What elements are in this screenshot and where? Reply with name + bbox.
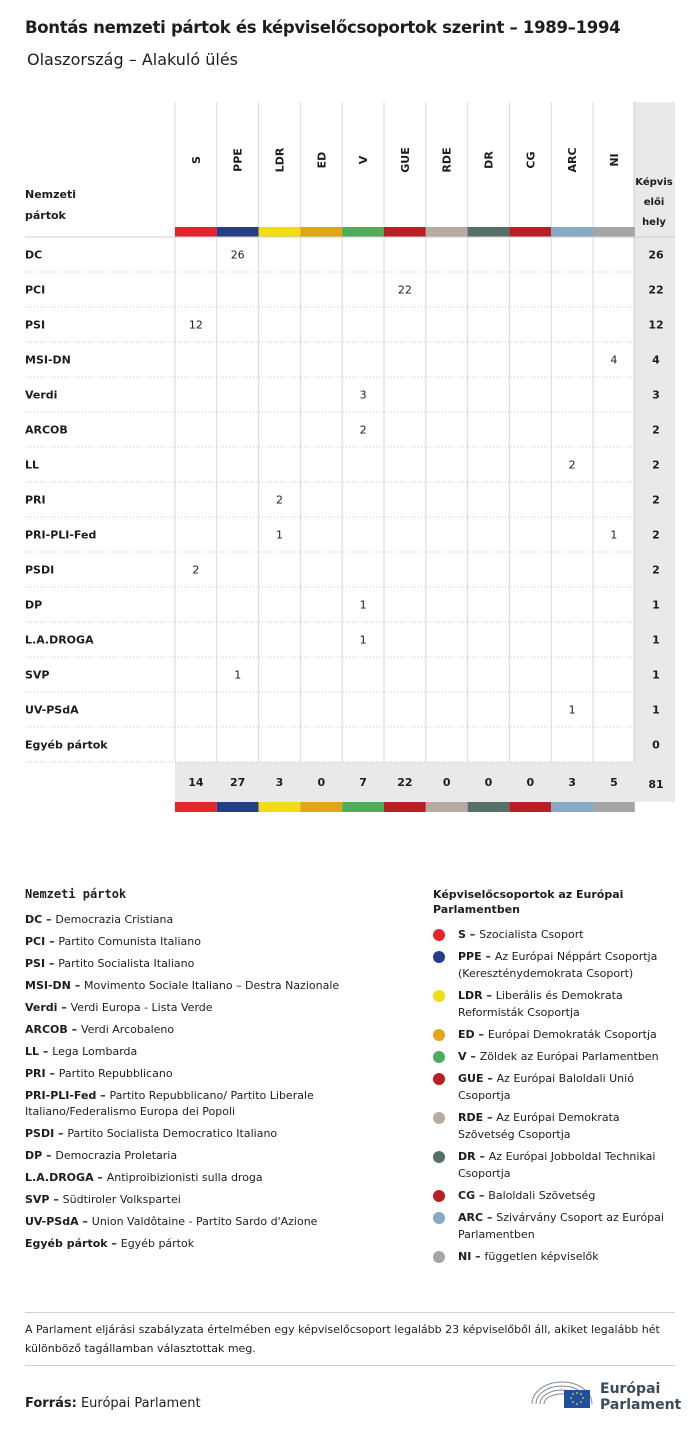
- table-row-total: 2: [652, 493, 660, 507]
- national-legend-name: Partito Repubblicano/ Partito Liberale Italiano/Federalismo Europa dei Popoli: [25, 1089, 314, 1118]
- national-legend-code: DP: [25, 1149, 43, 1162]
- total-header: elői: [643, 197, 665, 208]
- group-legend-item: [433, 1148, 678, 1182]
- separator: –: [45, 1067, 59, 1080]
- group-color-dot: [433, 929, 445, 941]
- separator: –: [42, 913, 56, 926]
- table-cell-value: 1: [610, 528, 618, 542]
- separator: –: [54, 1127, 68, 1140]
- group-legend-name: Az Európai Demokrata Szövetség Csoportja: [458, 1111, 620, 1141]
- national-legend-name: Partito Socialista Democratico Italiano: [67, 1127, 278, 1140]
- national-legend-item: [25, 934, 395, 950]
- group-color-dot: [433, 951, 445, 963]
- table-row-party: L.A.DROGA: [25, 633, 94, 647]
- national-legend-name: Union Valdôtaine - Partito Sardo d'Azione: [91, 1215, 318, 1228]
- table-row-total: 2: [652, 563, 660, 577]
- group-color-bar-bottom: [342, 802, 384, 812]
- group-legend-code: GUE: [458, 1072, 484, 1085]
- table-row-party: DP: [25, 598, 43, 612]
- group-legend-item: [433, 1187, 678, 1204]
- row-header-label: pártok: [25, 209, 66, 222]
- separator: –: [475, 1189, 489, 1202]
- table-row-party: PSI: [25, 318, 46, 332]
- table-row-party: PRI-PLI-Fed: [25, 528, 97, 542]
- group-color-bar-top: [259, 227, 301, 237]
- logo-line2: Parlament: [600, 1397, 682, 1413]
- separator: –: [471, 1250, 485, 1263]
- table-row-party: PCI: [25, 283, 46, 297]
- group-color-dot: [433, 1073, 445, 1085]
- group-legend-item: [433, 948, 678, 982]
- column-total: 22: [397, 776, 413, 789]
- group-legend-code: S: [458, 928, 466, 941]
- column-total: 5: [610, 776, 618, 789]
- group-legend-code: ED: [458, 1028, 475, 1041]
- national-legend-item: [25, 912, 395, 928]
- table-row-total: 1: [652, 598, 660, 612]
- separator: –: [45, 957, 59, 970]
- table-row-total: 1: [652, 633, 660, 647]
- logo-text: [600, 1381, 681, 1413]
- national-legend-item: [25, 1148, 395, 1164]
- national-legend-item: [25, 1022, 395, 1038]
- group-color-bar-top: [468, 227, 510, 237]
- separator: –: [93, 1171, 107, 1184]
- national-legend: [25, 912, 395, 1258]
- national-legend-name: Democrazia Proletaria: [55, 1149, 178, 1162]
- group-legend: [433, 926, 678, 1270]
- table-row-total: 4: [652, 353, 660, 367]
- group-color-bar-bottom: [593, 802, 635, 812]
- group-color-dot: [433, 1151, 445, 1163]
- national-legend-name: Verdi Arcobaleno: [80, 1023, 175, 1036]
- group-legend-name: Az Európai Baloldali Unió Csoportja: [458, 1072, 634, 1102]
- group-legend-name: Európai Demokraták Csoportja: [487, 1028, 657, 1041]
- national-legend-code: Verdi: [25, 1001, 58, 1014]
- group-legend-name: Szocialista Csoport: [479, 928, 584, 941]
- group-legend-item: [433, 1248, 678, 1265]
- group-legend-item: [433, 1048, 678, 1065]
- separator: –: [475, 1150, 489, 1163]
- national-legend-heading: Nemzeti pártok: [25, 887, 127, 901]
- group-color-bar-bottom: [509, 802, 551, 812]
- column-header-v: V: [357, 155, 371, 165]
- group-legend-name: Baloldali Szövetség: [488, 1189, 596, 1202]
- table-cell-value: 22: [397, 283, 412, 297]
- group-legend-item: [433, 1070, 678, 1104]
- separator: –: [483, 1111, 497, 1124]
- column-header-cg: CG: [524, 151, 538, 169]
- separator: –: [483, 1211, 497, 1224]
- row-header-label: Nemzeti: [25, 188, 77, 201]
- national-legend-item: [25, 1126, 395, 1142]
- table-row-party: PSDI: [25, 563, 55, 577]
- national-legend-item: [25, 1088, 395, 1120]
- national-legend-code: Egyéb pártok: [25, 1237, 108, 1250]
- national-legend-item: [25, 1214, 395, 1230]
- national-legend-code: LL: [25, 1045, 40, 1058]
- column-total: 0: [317, 776, 326, 789]
- national-legend-item: [25, 1066, 395, 1082]
- group-legend-name: Az Európai Néppárt Csoportja (Kereszténydemokrata Csoport): [458, 950, 658, 980]
- table-row-total: 22: [648, 283, 664, 297]
- group-color-dot: [433, 1112, 445, 1124]
- total-header: hely: [642, 217, 666, 228]
- source: [25, 1396, 201, 1411]
- separator: –: [67, 1023, 81, 1036]
- column-header-ldr: LDR: [273, 147, 287, 173]
- group-color-bar-bottom: [426, 802, 468, 812]
- column-header-rde: RDE: [440, 147, 454, 173]
- table-row-party: MSI-DN: [25, 353, 71, 367]
- national-legend-item: [25, 956, 395, 972]
- group-color-bar-bottom: [217, 802, 259, 812]
- group-legend-code: V: [458, 1050, 467, 1063]
- group-legend-item: [433, 1109, 678, 1143]
- group-color-bar-top: [426, 227, 468, 237]
- national-legend-code: ARCOB: [25, 1023, 68, 1036]
- table-row-party: LL: [25, 458, 40, 472]
- table-cell-value: 1: [359, 633, 367, 647]
- table-row-party: Egyéb pártok: [25, 738, 108, 752]
- source-value: Európai Parlament: [80, 1396, 201, 1411]
- column-header-gue: GUE: [398, 147, 412, 173]
- column-header-s: S: [189, 156, 203, 164]
- table-cell-value: 1: [568, 703, 576, 717]
- table-cell-value: 3: [359, 388, 367, 402]
- national-legend-item: [25, 1000, 395, 1016]
- separator: –: [49, 1193, 63, 1206]
- separator: –: [466, 1050, 480, 1063]
- separator: –: [57, 1001, 71, 1014]
- separator: –: [39, 1045, 53, 1058]
- national-legend-item: [25, 978, 395, 994]
- national-legend-name: Partito Comunista Italiano: [58, 935, 201, 948]
- national-legend-code: SVP: [25, 1193, 50, 1206]
- group-legend-code: DR: [458, 1150, 476, 1163]
- separator: –: [45, 935, 59, 948]
- group-legend-name: Liberális és Demokrata Reformisták Csoportja: [458, 989, 623, 1019]
- national-legend-code: PRI: [25, 1067, 46, 1080]
- table-row-total: 1: [652, 703, 660, 717]
- column-header-dr: DR: [482, 151, 496, 169]
- group-color-bar-top: [384, 227, 426, 237]
- group-legend-code: NI: [458, 1250, 472, 1263]
- separator: –: [474, 1028, 488, 1041]
- separator: –: [465, 928, 480, 941]
- group-color-bar-top: [217, 227, 259, 237]
- national-legend-name: Partito Socialista Italiano: [58, 957, 195, 970]
- table-row-party: DC: [25, 248, 43, 262]
- separator: –: [78, 1215, 92, 1228]
- group-color-dot: [433, 1051, 445, 1063]
- column-total: 7: [359, 776, 367, 789]
- separator: –: [96, 1089, 110, 1102]
- column-header-ed: ED: [315, 151, 329, 169]
- table-row-party: UV-PSdA: [25, 703, 79, 717]
- page-subtitle: Olaszország – Alakuló ülés: [27, 50, 239, 69]
- group-legend-name: Zöldek az Európai Parlamentben: [479, 1050, 659, 1063]
- group-color-bar-bottom: [259, 802, 301, 812]
- national-legend-item: [25, 1044, 395, 1060]
- source-label: Forrás:: [25, 1396, 77, 1411]
- group-legend-code: PPE: [458, 950, 482, 963]
- group-color-dot: [433, 1212, 445, 1224]
- table-cell-value: 12: [188, 318, 203, 332]
- table-cell-value: 26: [230, 248, 245, 262]
- footnote: A Parlament eljárási szabályzata értelmében egy képviselőcsoport legalább 23 képviselőből áll, akiket legalább hét különböző tagállamban választottak meg.: [25, 1323, 660, 1355]
- table-cell-value: 2: [276, 493, 283, 507]
- table-row-total: 1: [652, 668, 660, 682]
- group-legend-heading: Képviselőcsoportok az Európai Parlamentben: [433, 888, 624, 916]
- group-color-bar-bottom: [175, 802, 217, 812]
- table-row-total: 2: [652, 528, 660, 542]
- group-legend-item: [433, 1026, 678, 1043]
- table-cell-value: 1: [359, 598, 367, 612]
- divider: [25, 1312, 675, 1313]
- separator: –: [482, 989, 496, 1002]
- table-cell-value: 2: [359, 423, 367, 437]
- group-legend-item: [433, 987, 678, 1021]
- group-color-bar-top: [175, 227, 217, 237]
- group-legend-item: [433, 1209, 678, 1243]
- national-legend-code: PCI: [25, 935, 46, 948]
- column-header-ni: NI: [607, 153, 621, 167]
- table-row-total: 0: [652, 738, 660, 752]
- group-color-bar-top: [300, 227, 342, 237]
- column-total: 14: [188, 776, 204, 789]
- group-legend-code: LDR: [458, 989, 483, 1002]
- table-cell-value: 1: [234, 668, 242, 682]
- national-legend-name: Partito Repubblicano: [58, 1067, 173, 1080]
- table-cell-value: 4: [610, 353, 618, 367]
- separator: –: [481, 950, 495, 963]
- table-row-total: 3: [652, 388, 660, 402]
- group-legend-name: Szivárvány Csoport az Európai Parlamentben: [458, 1211, 664, 1241]
- column-total: 0: [526, 776, 535, 789]
- table-row-party: ARCOB: [25, 423, 68, 437]
- divider: [25, 1365, 675, 1366]
- column-total: 3: [568, 776, 576, 789]
- table-row-total: 26: [648, 248, 664, 262]
- national-legend-code: PSDI: [25, 1127, 55, 1140]
- national-legend-name: Egyéb pártok: [120, 1237, 195, 1250]
- national-legend-item: [25, 1236, 395, 1252]
- group-color-dot: [433, 990, 445, 1002]
- group-legend-code: ARC: [458, 1211, 484, 1224]
- column-header-arc: ARC: [566, 147, 580, 173]
- table-row-total: 12: [648, 318, 664, 332]
- national-legend-item: [25, 1192, 395, 1208]
- group-color-bar-top: [342, 227, 384, 237]
- separator: –: [42, 1149, 56, 1162]
- national-legend-code: MSI-DN: [25, 979, 71, 992]
- group-legend-item: [433, 926, 678, 943]
- group-color-bar-top: [551, 227, 593, 237]
- group-legend-code: RDE: [458, 1111, 484, 1124]
- group-color-dot: [433, 1190, 445, 1202]
- total-header: Képvis: [635, 177, 673, 188]
- table-cell-value: 2: [568, 458, 576, 472]
- group-color-bar-bottom: [468, 802, 510, 812]
- grand-total: 81: [648, 778, 664, 791]
- national-legend-code: PRI-PLI-Fed: [25, 1089, 97, 1102]
- page-title: Bontás nemzeti pártok és képviselőcsoportok szerint – 1989–1994: [25, 18, 621, 37]
- column-total: 27: [230, 776, 246, 789]
- national-legend-code: DC: [25, 913, 43, 926]
- group-color-bar-top: [593, 227, 635, 237]
- group-color-bar-bottom: [551, 802, 593, 812]
- column-total: 3: [275, 776, 284, 789]
- group-legend-code: CG: [458, 1189, 476, 1202]
- group-legend-name: független képviselők: [484, 1250, 599, 1263]
- national-legend-code: PSI: [25, 957, 46, 970]
- group-color-bar-bottom: [300, 802, 342, 812]
- separator: –: [70, 979, 85, 992]
- group-color-bar-bottom: [384, 802, 426, 812]
- national-legend-name: Movimento Sociale Italiano – Destra Nazionale: [84, 979, 340, 992]
- group-legend-name: Az Európai Jobboldal Technikai Csoportja: [458, 1150, 656, 1180]
- national-legend-item: [25, 1170, 395, 1186]
- column-total: 0: [484, 776, 493, 789]
- national-legend-name: Verdi Europa - Lista Verde: [70, 1001, 213, 1014]
- table-row-party: Verdi: [25, 388, 58, 402]
- national-legend-name: Südtiroler Volkspartei: [62, 1193, 181, 1206]
- table-cell-value: 2: [192, 563, 200, 577]
- separator: –: [107, 1237, 121, 1250]
- column-total: 0: [442, 776, 451, 789]
- national-legend-code: UV-PSdA: [25, 1215, 79, 1228]
- group-color-dot: [433, 1029, 445, 1041]
- national-legend-name: Antiproibizionisti sulla droga: [106, 1171, 263, 1184]
- group-color-dot: [433, 1251, 445, 1263]
- table-row-total: 2: [652, 423, 660, 437]
- column-header-ppe: PPE: [231, 148, 245, 172]
- national-legend-name: Democrazia Cristiana: [55, 913, 174, 926]
- table-cell-value: 1: [276, 528, 283, 542]
- logo-line1: Európai: [600, 1381, 661, 1397]
- national-legend-code: L.A.DROGA: [25, 1171, 94, 1184]
- table-row-party: SVP: [25, 668, 50, 682]
- table-row-party: PRI: [25, 493, 46, 507]
- national-legend-name: Lega Lombarda: [52, 1045, 138, 1058]
- group-color-bar-top: [509, 227, 551, 237]
- table-row-total: 2: [652, 458, 660, 472]
- separator: –: [483, 1072, 497, 1085]
